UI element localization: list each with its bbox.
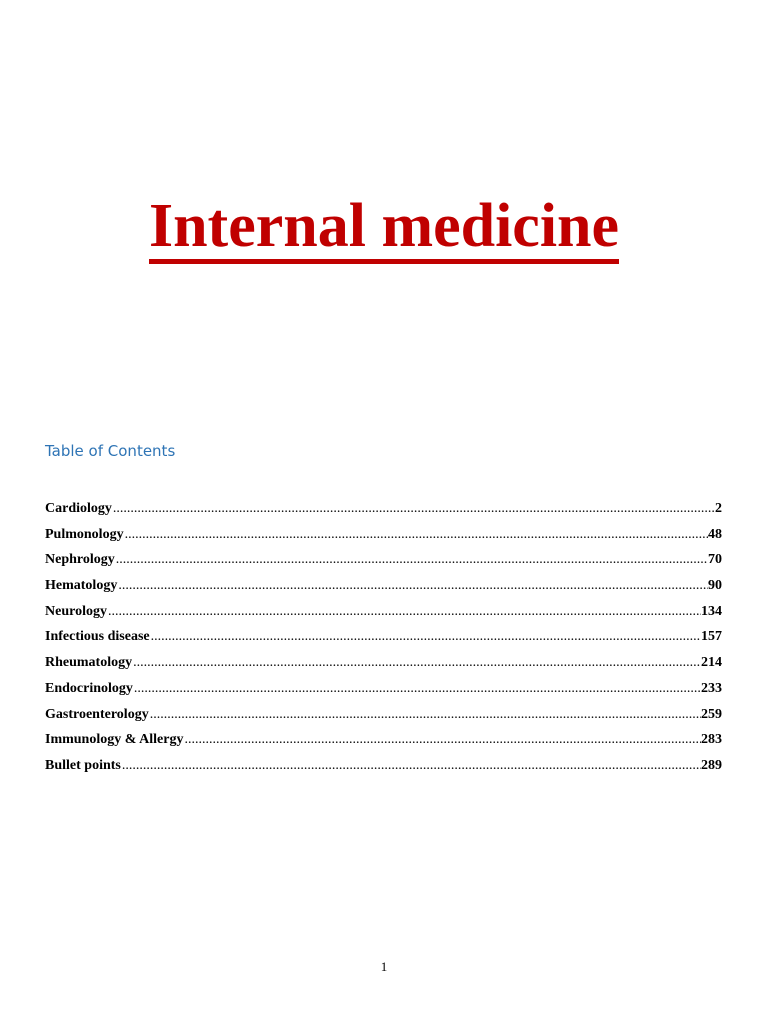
toc-entry-page: 134 (701, 603, 722, 619)
toc-dot-leader (107, 599, 701, 625)
toc-heading: Table of Contents (45, 442, 176, 460)
toc-entry-label: Rheumatology (45, 655, 133, 671)
toc-dot-leader (132, 650, 701, 676)
document-title-text: Internal medicine (149, 193, 619, 264)
toc-entry-label: Hematology (45, 578, 118, 594)
toc-entry-label: Gastroenterology (45, 706, 149, 722)
toc-entry-page: 2 (715, 501, 722, 516)
toc-dot-leader (121, 753, 701, 779)
toc-entry-label: Immunology & Allergy (45, 732, 184, 748)
toc-entry-cardiology[interactable] (45, 496, 722, 522)
toc-entry-page: 70 (708, 552, 722, 568)
toc-dot-leader (112, 496, 715, 522)
table-of-contents (45, 496, 722, 779)
toc-entry-label: Infectious disease (45, 629, 150, 645)
toc-entry-page: 157 (701, 629, 722, 645)
toc-entry-page: 259 (701, 706, 722, 722)
toc-entry-rheumatology[interactable] (45, 650, 722, 676)
toc-dot-leader (124, 522, 708, 548)
document-title (0, 190, 768, 264)
toc-entry-hematology[interactable] (45, 573, 722, 599)
toc-dot-leader (149, 702, 701, 728)
toc-entry-page: 289 (701, 757, 722, 773)
toc-dot-leader (133, 676, 701, 702)
toc-dot-leader (117, 573, 708, 599)
toc-entry-page: 233 (701, 680, 722, 696)
toc-entry-page: 214 (701, 655, 722, 671)
toc-entry-immunology-allergy[interactable] (45, 727, 722, 753)
toc-entry-page: 90 (708, 578, 722, 594)
toc-entry-label: Cardiology (45, 501, 112, 516)
toc-entry-label: Nephrology (45, 552, 115, 568)
toc-dot-leader (183, 727, 701, 753)
toc-entry-nephrology[interactable] (45, 547, 722, 573)
page-number: 1 (380, 959, 388, 974)
toc-entry-label: Neurology (45, 603, 107, 619)
toc-entry-page: 283 (701, 732, 722, 748)
toc-dot-leader (115, 547, 708, 573)
toc-entry-neurology[interactable] (45, 599, 722, 625)
toc-entry-label: Bullet points (45, 757, 121, 773)
toc-entry-bullet-points[interactable] (45, 753, 722, 779)
toc-entry-pulmonology[interactable] (45, 522, 722, 548)
toc-entry-gastroenterology[interactable] (45, 702, 722, 728)
toc-entry-page: 48 (708, 526, 722, 542)
toc-entry-label: Pulmonology (45, 526, 124, 542)
toc-entry-endocrinology[interactable] (45, 676, 722, 702)
toc-dot-leader (150, 624, 701, 650)
toc-entry-infectious-disease[interactable] (45, 624, 722, 650)
toc-entry-label: Endocrinology (45, 680, 133, 696)
